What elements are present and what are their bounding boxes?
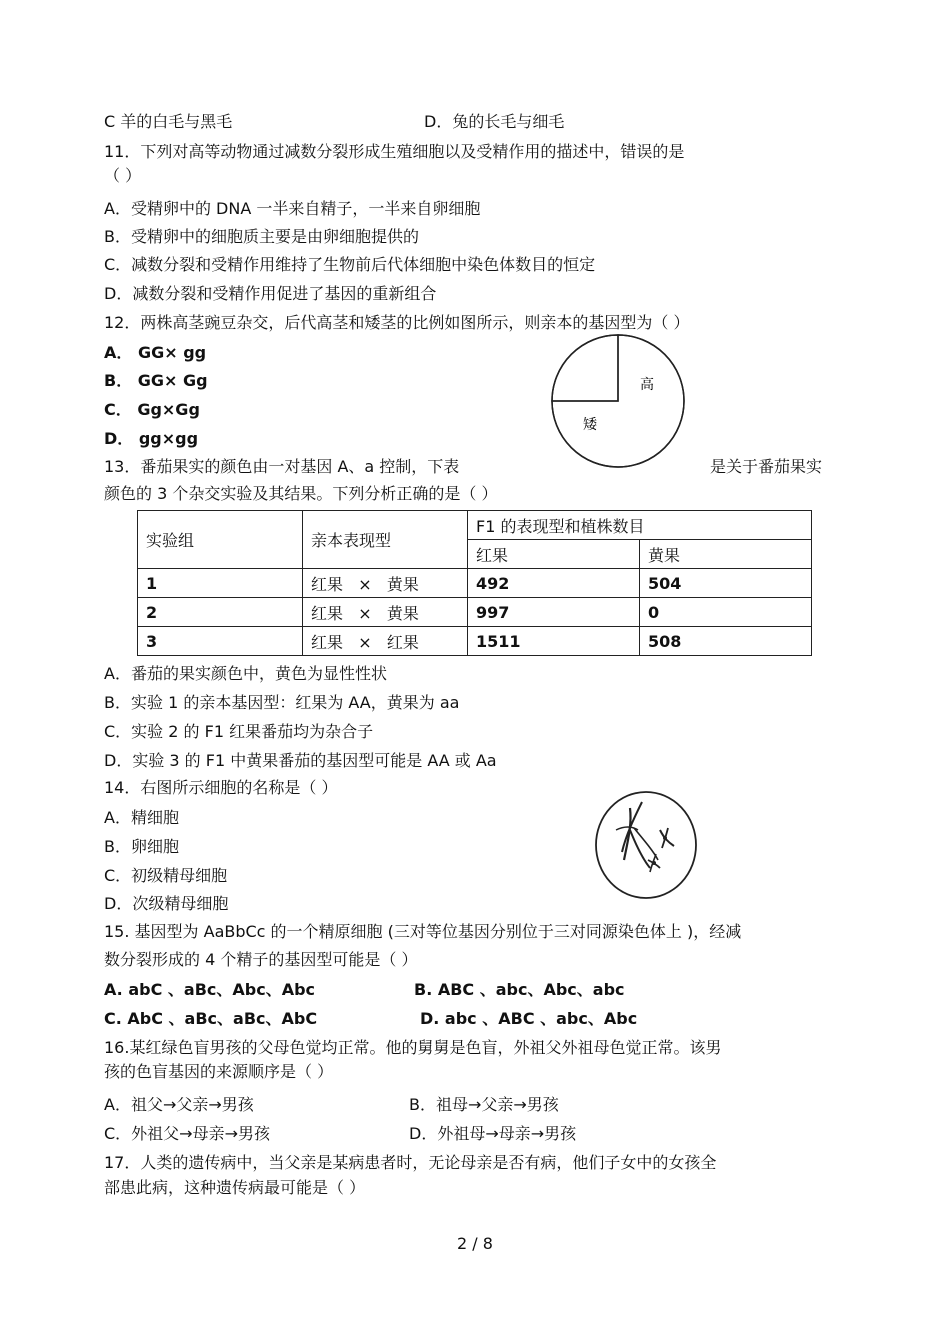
- q10-option-c: C 羊的白毛与黑毛: [104, 112, 233, 131]
- table-header-f1: F1 的表现型和植株数目: [468, 511, 812, 540]
- q12-option-a: A． GG× gg: [104, 343, 207, 362]
- q11-option-d: D．减数分裂和受精作用促进了基因的重新组合: [104, 284, 437, 303]
- table-cell-group: 3: [138, 627, 303, 656]
- q14-option-b: B．卵细胞: [104, 837, 179, 856]
- q11-stem: 11．下列对高等动物通过减数分裂形成生殖细胞以及受精作用的描述中，错误的是: [104, 142, 685, 161]
- q17-stem-line2: 部患此病，这种遗传病最可能是（ ）: [104, 1178, 366, 1197]
- table-cell-red: 492: [468, 569, 640, 598]
- pie-label-short: 矮: [583, 417, 597, 433]
- table-cell-red: 997: [468, 598, 640, 627]
- q13-option-d: D．实验 3 的 F1 中黄果番茄的基因型可能是 AA 或 Aa: [104, 751, 497, 770]
- page-number: 2 / 8: [457, 1234, 493, 1253]
- q14-cell-diagram: [594, 790, 698, 900]
- q13-option-a: A．番茄的果实颜色中，黄色为显性性状: [104, 664, 387, 683]
- q13-results-table: [137, 510, 812, 656]
- q11-option-b: B．受精卵中的细胞质主要是由卵细胞提供的: [104, 227, 419, 246]
- q11-option-a: A．受精卵中的 DNA 一半来自精子，一半来自卵细胞: [104, 199, 481, 218]
- table-cell-yellow: 508: [640, 627, 812, 656]
- table-header-red: 红果: [468, 540, 640, 569]
- q15-option-c: C. AbC 、aBc、aBc、AbC: [104, 1009, 318, 1028]
- q15-stem-line2: 数分裂形成的 4 个精子的基因型可能是（ ）: [104, 950, 418, 969]
- table-cell-yellow: 0: [640, 598, 812, 627]
- q15-option-a: A. abC 、aBc、Abc、Abc: [104, 980, 316, 999]
- q14-option-a: A．精细胞: [104, 808, 179, 827]
- table-row: [138, 627, 812, 656]
- q15-stem-line1: 15. 基因型为 AaBbCc 的一个精原细胞 (三对等位基因分别位于三对同源染色体上 )，经减: [104, 922, 742, 941]
- q16-option-a: A．祖父→父亲→男孩: [104, 1095, 254, 1114]
- table-cell-group: 2: [138, 598, 303, 627]
- table-cell-red: 1511: [468, 627, 640, 656]
- q13-option-c: C．实验 2 的 F1 红果番茄均为杂合子: [104, 722, 374, 741]
- table-header-yellow: 黄果: [640, 540, 812, 569]
- q16-option-b: B．祖母→父亲→男孩: [409, 1095, 559, 1114]
- q16-stem-line2: 孩的色盲基因的来源顺序是（ ）: [104, 1062, 334, 1081]
- q12-option-d: D． gg×gg: [104, 429, 199, 448]
- q13-option-b: B．实验 1 的亲本基因型：红果为 AA，黄果为 aa: [104, 693, 460, 712]
- q17-stem-line1: 17．人类的遗传病中，当父亲是某病患者时，无论母亲是否有病，他们子女中的女孩全: [104, 1153, 717, 1172]
- table-cell-yellow: 504: [640, 569, 812, 598]
- q12-pie-chart: [550, 337, 690, 467]
- pie-label-tall: 高: [640, 377, 654, 393]
- table-cell-group: 1: [138, 569, 303, 598]
- q16-option-d: D．外祖母→母亲→男孩: [409, 1124, 577, 1143]
- q16-option-c: C．外祖父→母亲→男孩: [104, 1124, 270, 1143]
- table-header-group: 实验组: [138, 511, 303, 569]
- table-header-parent: 亲本表现型: [303, 511, 468, 569]
- q13-stem-line1: 13．番茄果实的颜色由一对基因 A、a 控制，下表: [104, 457, 460, 476]
- q12-option-b: B． GG× Gg: [104, 371, 208, 390]
- table-row: [138, 569, 812, 598]
- q13-stem-line1-end: 是关于番茄果实: [710, 457, 823, 476]
- q11-option-c: C．减数分裂和受精作用维持了生物前后代体细胞中染色体数目的恒定: [104, 255, 596, 274]
- q12-option-c: C． Gg×Gg: [104, 400, 200, 419]
- q15-option-b: B. ABC 、abc、Abc、abc: [414, 980, 625, 999]
- table-cell-parent: 红果 × 黄果: [303, 598, 468, 627]
- table-cell-parent: 红果 × 黄果: [303, 569, 468, 598]
- q14-option-c: C．初级精母细胞: [104, 866, 228, 885]
- pie-slice-short: [552, 335, 618, 401]
- q12-stem: 12．两株高茎豌豆杂交，后代高茎和矮茎的比例如图所示，则亲本的基因型为（ ）: [104, 313, 690, 332]
- q14-stem: 14．右图所示细胞的名称是（ ）: [104, 778, 338, 797]
- table-cell-parent: 红果 × 红果: [303, 627, 468, 656]
- q16-stem-line1: 16.某红绿色盲男孩的父母色觉均正常。他的舅舅是色盲，外祖父外祖母色觉正常。该男: [104, 1038, 722, 1057]
- q14-option-d: D．次级精母细胞: [104, 894, 229, 913]
- q11-answer-paren: （ ）: [104, 166, 142, 185]
- q13-stem-line2: 颜色的 3 个杂交实验及其结果。下列分析正确的是（ ）: [104, 484, 498, 503]
- table-row: [138, 598, 812, 627]
- q10-option-d: D．兔的长毛与细毛: [424, 112, 565, 131]
- q15-option-d: D. abc 、ABC 、abc、Abc: [420, 1009, 638, 1028]
